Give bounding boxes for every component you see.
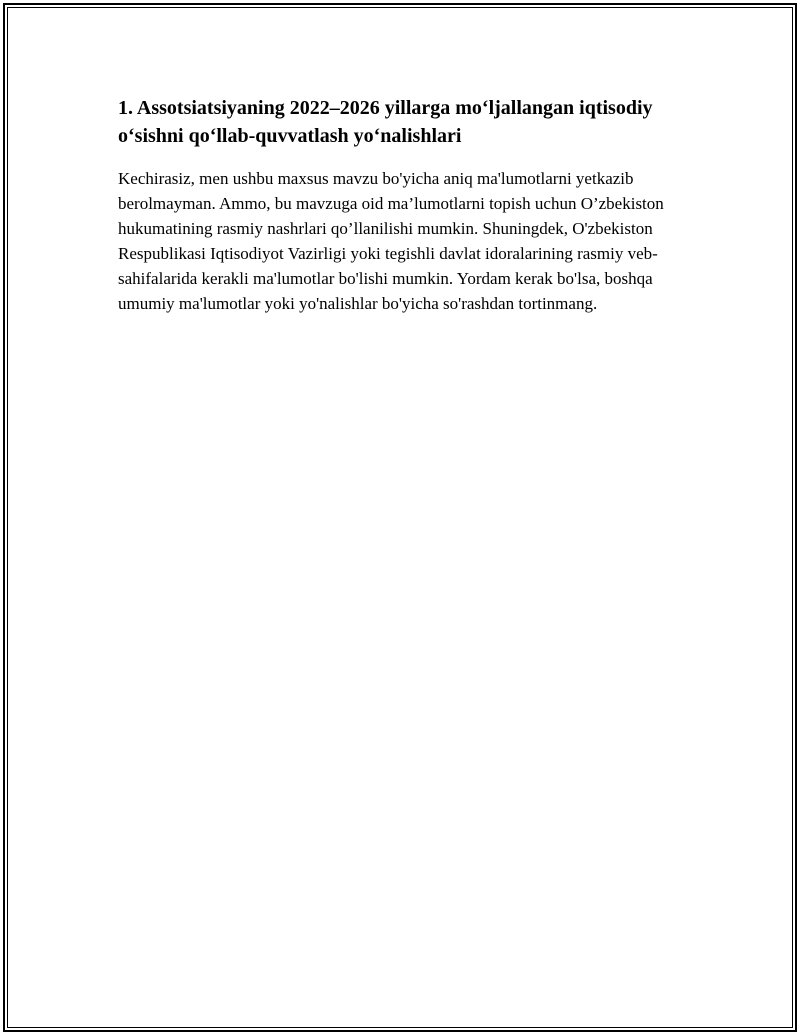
body-paragraph: Kechirasiz, men ushbu maxsus mavzu bo'yicha aniq ma'lumotlarni yetkazib berolmayman. Ammo, bu mavzuga oid ma’lumotlarni topish uchun O’zbekiston hukumatining rasmiy nashrlari qo’llanilishi mumkin. Shuningdek, O'zbekiston Respublikasi Iqtisodiyot Vazirligi yoki tegishli davlat idoralarining rasmiy veb-sahifalarida kerakli ma'lumotlar bo'lishi mumkin. Yordam kerak bo'lsa, boshqa umumiy ma'lumotlar yoki yo'nalishlar bo'yicha so'rashdan tortinmang. bbox=[118, 169, 664, 313]
section-heading: 1. Assotsiatsiyaning 2022–2026 yillarga mo‘ljallangan iqtisodiy o‘sishni qo‘llab-quvvatlash yo‘nalishlari bbox=[118, 97, 653, 147]
document-content bbox=[118, 94, 698, 316]
